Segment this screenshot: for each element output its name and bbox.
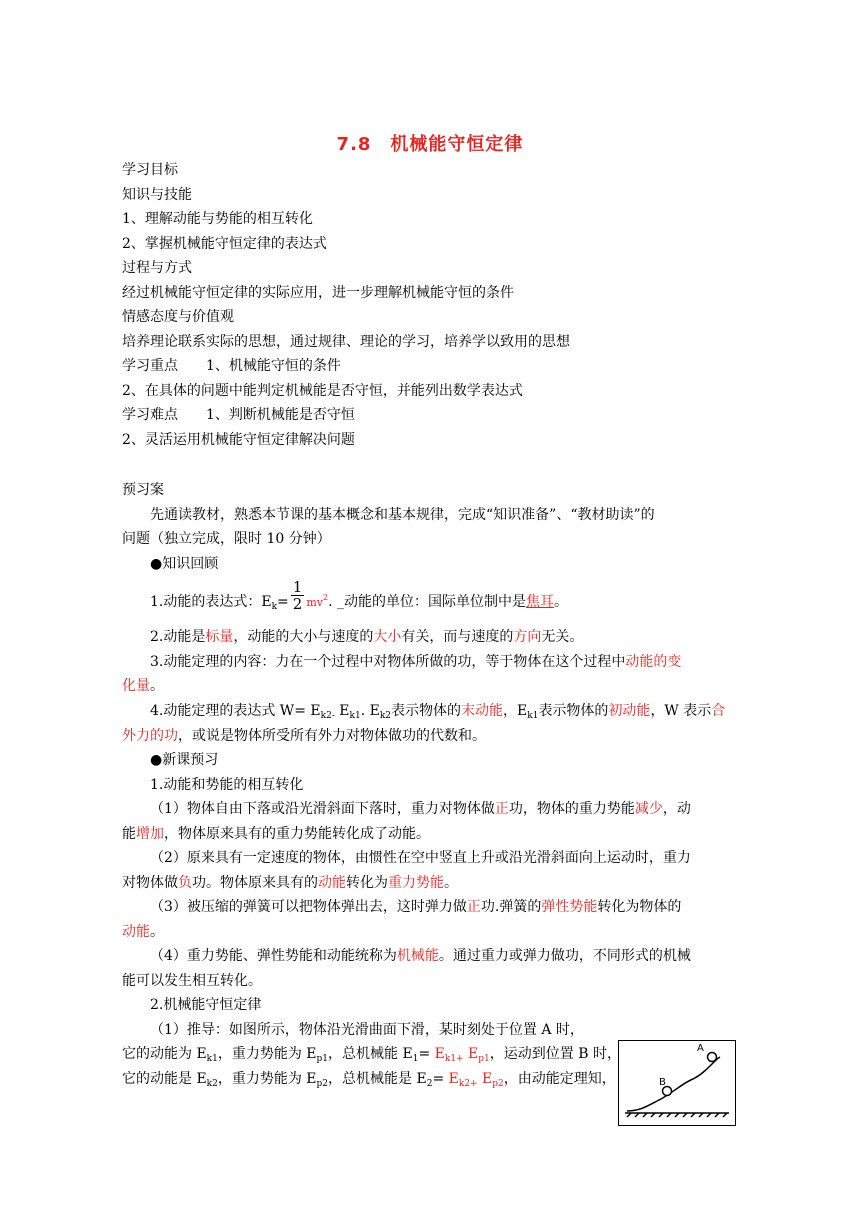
review-q4-cont <box>122 726 486 746</box>
q1-numerator: 1 <box>292 577 303 596</box>
q4-o: 外力的功 <box>122 728 178 744</box>
preview-heading: 预习案 <box>122 482 164 498</box>
p4-c: 。通过重力或弹力做功，不同形式的机械 <box>438 948 691 964</box>
review-q3 <box>150 652 681 672</box>
d2-a: 它的动能为 E <box>122 1046 207 1062</box>
difficulty-1: 1、判断机械能是否守恒 <box>206 407 355 423</box>
label-a: A <box>697 1043 704 1054</box>
p1-e: ，动 <box>662 801 691 817</box>
d3-k: p2 <box>492 1079 504 1089</box>
q2-g: 无关。 <box>541 629 584 645</box>
key-label: 学习重点 <box>122 358 178 374</box>
key-point-2: 2、在具体的问题中能判定机械能是否守恒，并能列出数学表达式 <box>122 383 523 399</box>
q2-a: 2.动能是 <box>150 629 206 645</box>
q4-c: E <box>334 703 350 719</box>
d3-e: ，总机械能是 E <box>328 1071 427 1087</box>
review-heading: ●知识回顾 <box>150 556 219 572</box>
derivation-2 <box>122 1044 621 1069</box>
d2-c: ，重力势能为 E <box>217 1046 317 1062</box>
p1-d: 减少 <box>634 801 663 817</box>
q4-m: ，W 表示 <box>650 703 712 719</box>
q4-d: k1 <box>349 711 361 721</box>
d2-g: = <box>418 1046 435 1062</box>
p2-h: 。 <box>444 875 458 891</box>
p1-h: ，物体原来具有的重力势能转化成了动能。 <box>164 826 430 842</box>
d3-f: 2 <box>426 1079 433 1089</box>
ball-a <box>708 1053 717 1062</box>
p2-b: 对物体做 <box>122 875 178 891</box>
q3-c: 化量 <box>122 678 150 694</box>
q4-k: 表示物体的 <box>538 703 609 719</box>
para-1-cont <box>122 824 430 844</box>
page-title: 7.8 机械能守恒定律 <box>336 134 524 155</box>
goal-3: 经过机械能守恒定律的实际应用，进一步理解机械能守恒的条件 <box>122 285 514 301</box>
d2-b: k1 <box>206 1054 218 1064</box>
p1-a: （1）物体自由下落或沿光滑斜面下落时，重力对物体做 <box>150 801 495 817</box>
q2-f: 方向 <box>513 629 542 645</box>
q4-f: k2 <box>379 711 392 721</box>
p2-f: 转化为 <box>346 875 388 891</box>
q3-b: 动能的变 <box>625 654 682 670</box>
d2-d: p1 <box>316 1054 329 1064</box>
q1-unit: 焦耳 <box>525 594 554 610</box>
new-section-2: 2.机械能守恒定律 <box>150 997 262 1013</box>
preview-intro-2: 问题（独立完成，限时 10 分钟） <box>122 531 331 547</box>
slope-diagram <box>619 1041 735 1125</box>
d2-e: ，总机械能 E <box>328 1046 413 1062</box>
d3-g: = <box>432 1071 449 1087</box>
para-4 <box>150 946 691 966</box>
d2-l: ，运动到位置 B 时， <box>489 1046 621 1062</box>
p3-d: 弹性势能 <box>541 899 598 915</box>
p2-c: 负 <box>178 875 192 891</box>
para-2-cont <box>122 873 458 893</box>
q4-h: 末动能 <box>461 703 504 719</box>
d3-b: k2 <box>206 1079 218 1089</box>
d3-c: ，重力势能为 E <box>217 1071 317 1087</box>
difficulty-2: 2、灵活运用机械能守恒定律解决问题 <box>122 432 355 448</box>
p1-g: 增加 <box>136 826 164 842</box>
label-b: B <box>659 1077 666 1088</box>
p1-f: 能 <box>122 826 136 842</box>
review-q4 <box>150 701 725 726</box>
q4-g: 表示物体的 <box>391 703 462 719</box>
q1-denominator: 2 <box>292 594 303 613</box>
derivation-3 <box>122 1069 616 1094</box>
key-point-1: 1、机械能守恒的条件 <box>206 358 341 374</box>
q1-sub: k <box>271 602 278 612</box>
d3-l: ，由动能定理知， <box>503 1071 616 1087</box>
p3-e: 转化为物体的 <box>597 899 682 915</box>
q4-e: . E <box>360 703 380 719</box>
key-point-line <box>122 356 341 376</box>
p3-g: 。 <box>150 924 164 940</box>
d3-d: p2 <box>316 1079 329 1089</box>
q2-e: 有关，而与速度的 <box>401 629 514 645</box>
q4-n: 合 <box>711 703 726 719</box>
para-3-cont <box>122 922 164 942</box>
d2-i: k1+ <box>444 1054 464 1064</box>
q1-eq: = <box>277 594 289 610</box>
para-2: （2）原来具有一定速度的物体，由惯性在空中竖直上升或沿光滑斜面向上运动时，重力 <box>150 850 691 866</box>
p1-c: 功，物体的重力势能 <box>508 801 635 817</box>
para-3 <box>150 897 681 917</box>
p3-f: 动能 <box>122 924 150 940</box>
d3-i: k2+ <box>458 1079 478 1089</box>
d3-j: E <box>477 1071 493 1087</box>
p2-e: 动能 <box>318 875 346 891</box>
difficulty-line <box>122 405 355 425</box>
p2-g: 重力势能 <box>388 875 444 891</box>
p2-d: 功。物体原来具有的 <box>192 875 318 891</box>
d2-k: p1 <box>478 1054 490 1064</box>
derivation-1: （1）推导：如图所示，物体沿光滑曲面下滑，某时刻处于位置 A 时， <box>150 1022 584 1038</box>
para-1 <box>150 799 691 819</box>
p1-b: 正 <box>494 801 509 817</box>
goal-4: 培养理论联系实际的思想，通过规律、理论的学习，培养学以致用的思想 <box>122 334 570 350</box>
q3-d: 。 <box>150 678 164 694</box>
q1-end: 。 <box>553 594 568 610</box>
q2-c: ，动能的大小与速度的 <box>233 629 374 645</box>
q4-a: 4.动能定理的表达式 W= E <box>150 703 321 719</box>
q1-fraction <box>291 579 305 612</box>
q4-i: ，E <box>503 703 528 719</box>
preview-intro-1: 先通读教材，熟悉本节课的基本概念和基本规律，完成“知识准备”、“教材助读”的 <box>150 507 655 523</box>
q2-b: 标量 <box>205 629 234 645</box>
goal-1: 1、理解动能与势能的相互转化 <box>122 211 313 227</box>
section-process: 过程与方式 <box>122 260 192 276</box>
q1-mid: . _动能的单位：国际单位制中是 <box>328 594 526 610</box>
d2-j: E <box>463 1046 479 1062</box>
p3-c: 功.弹簧的 <box>480 899 542 915</box>
curved-slope <box>627 1057 720 1111</box>
d3-h: E <box>448 1071 459 1087</box>
section-attitude: 情感态度与价值观 <box>122 309 234 325</box>
slope-figure <box>618 1040 736 1126</box>
review-q2 <box>150 627 583 647</box>
d2-f: 1 <box>412 1054 419 1064</box>
new-heading: ●新课预习 <box>150 752 219 768</box>
p3-b: 正 <box>466 899 481 915</box>
d3-a: 它的动能是 E <box>122 1071 207 1087</box>
p4-a: （4）重力势能、弹性势能和动能统称为 <box>150 948 397 964</box>
q3-a: 3.动能定理的内容：力在一个过程中对物体所做的功，等于物体在这个过程中 <box>150 654 626 670</box>
review-q3-cont <box>122 676 164 696</box>
q4-b: k2- <box>320 711 335 721</box>
q1-mv: mv <box>306 596 323 609</box>
q2-d: 大小 <box>373 629 402 645</box>
goal-2: 2、掌握机械能守恒定律的表达式 <box>122 236 327 252</box>
q1-sup: 2 <box>322 593 329 602</box>
q4-p: ，或说是物体所受所有外力对物体做功的代数和。 <box>178 728 486 744</box>
review-q1 <box>150 577 568 618</box>
goals-heading: 学习目标 <box>122 162 178 178</box>
q4-j: k1 <box>527 711 539 721</box>
d2-h: E <box>434 1046 445 1062</box>
p4-b: 机械能 <box>396 948 439 964</box>
new-section-1: 1.动能和势能的相互转化 <box>150 777 304 793</box>
q1-text: 1.动能的表达式：E <box>150 594 272 610</box>
q4-l: 初动能 <box>608 703 651 719</box>
section-knowledge: 知识与技能 <box>122 187 192 203</box>
p3-a: （3）被压缩的弹簧可以把物体弹出去，这时弹力做 <box>150 899 467 915</box>
difficulty-label: 学习难点 <box>122 407 178 423</box>
para-4-cont: 能可以发生相互转化。 <box>122 973 262 989</box>
